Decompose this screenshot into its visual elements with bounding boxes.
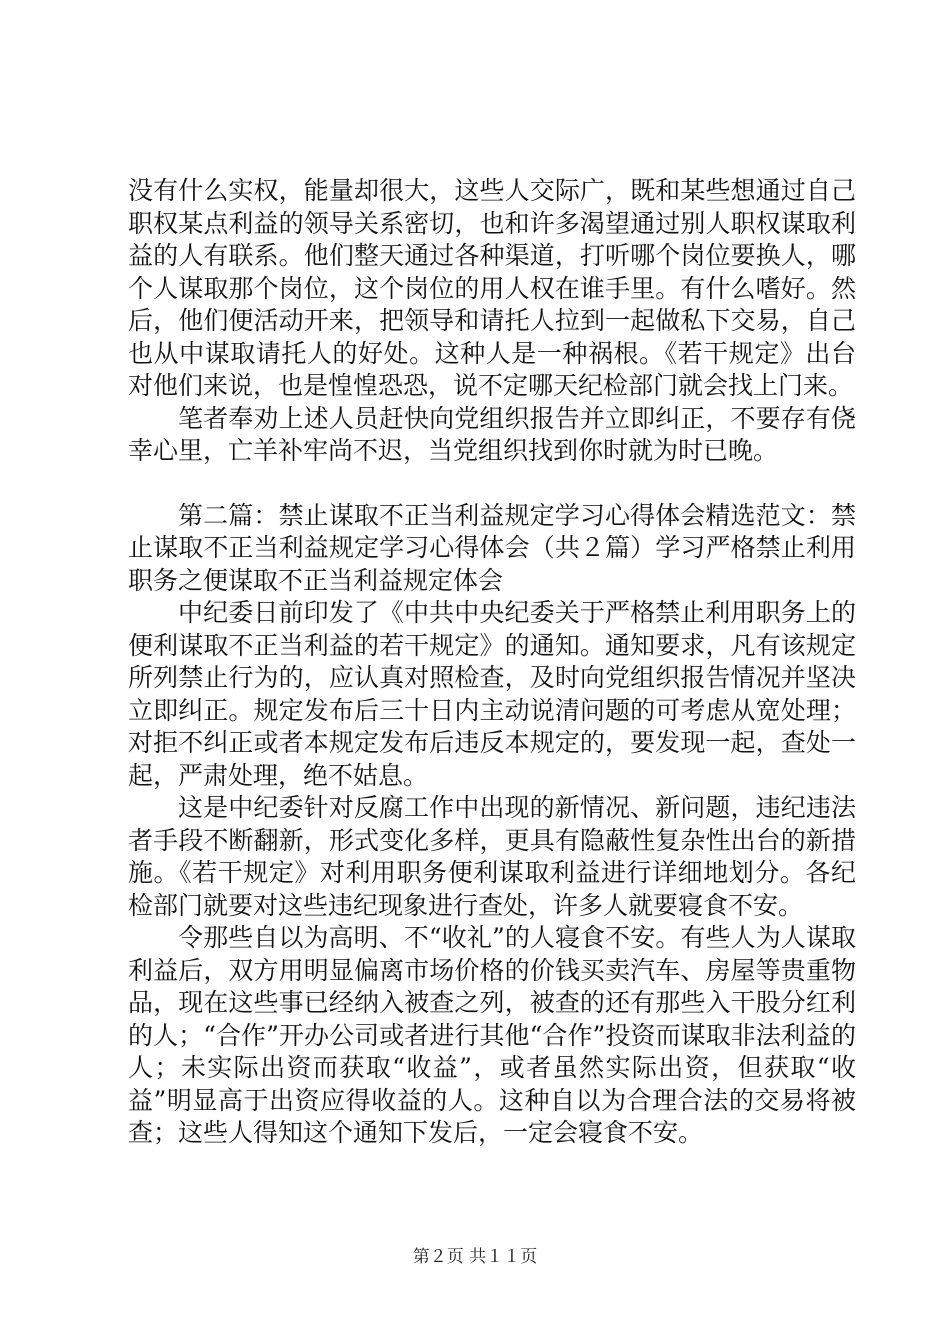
paragraph-spacer xyxy=(128,468,856,500)
paragraph-notice: 中纪委日前印发了《中共中央纪委关于严格禁止利用职务上的便利谋取不正当利益的若干规定》的通知。通知要求，凡有该规定所列禁止行为的，应认真对照检查，及时向党组织报告情况并坚决立即纠正。规定发布后三十日内主动说清问题的可考虑从宽处理；对拒不纠正或者本规定发布后违反本规定的，要发现一起，查处一起，严肃处理，绝不姑息。 xyxy=(128,598,856,790)
paragraph-advice: 笔者奉劝上述人员赶快向党组织报告并立即纠正，不要存有侥幸心里，亡羊补牢尚不迟，当党组织找到你时就为时已晚。 xyxy=(128,403,856,465)
paragraph-measures: 这是中纪委针对反腐工作中出现的新情况、新问题，违纪违法者手段不断翻新，形式变化多样，更具有隐蔽性复杂性出台的新措施。《若干规定》对利用职务便利谋取利益进行详细地划分。各纪检部门就要对这些违纪现象进行查处，许多人就要寝食不安。 xyxy=(128,793,856,920)
paragraph-continuation: 没有什么实权，能量却很大，这些人交际广，既和某些想通过自己职权某点利益的领导关系密切，也和许多渴望通过别人职权谋取利益的人有联系。他们整天通过各种渠道，打听哪个岗位要换人，哪个人谋取那个岗位，这个岗位的用人权在谁手里。有什么嗜好。然后，他们便活动开来，把领导和请托人拉到一起做私下交易，自己也从中谋取请托人的好处。这种人是一种祸根。《若干规定》出台对他们来说，也是惶惶恐恐，说不定哪天纪检部门就会找上门来。 xyxy=(128,176,856,400)
section-heading: 第二篇：禁止谋取不正当利益规定学习心得体会精选范文：禁止谋取不正当利益规定学习心得体会（共２篇）学习严格禁止利用职务之便谋取不正当利益规定体会 xyxy=(128,500,856,595)
page-number-footer: 第２页 共１１页 xyxy=(412,1247,538,1267)
document-body xyxy=(128,175,856,1150)
paragraph-examples: 令那些自以为高明、不“收礼”的人寝食不安。有些人为人谋取利益后，双方用明显偏离市场价格的价钱买卖汽车、房屋等贵重物品，现在这些事已经纳入被查之列，被查的还有那些入干股分红利的人；“合作”开办公司或者进行其他“合作”投资而谋取非法利益的人；未实际出资而获取“收益”，或者虽然实际出资，但获取“收益”明显高于出资应得收益的人。这种自以为合理合法的交易将被查；这些人得知这个通知下发后，一定会寝食不安。 xyxy=(128,923,856,1147)
